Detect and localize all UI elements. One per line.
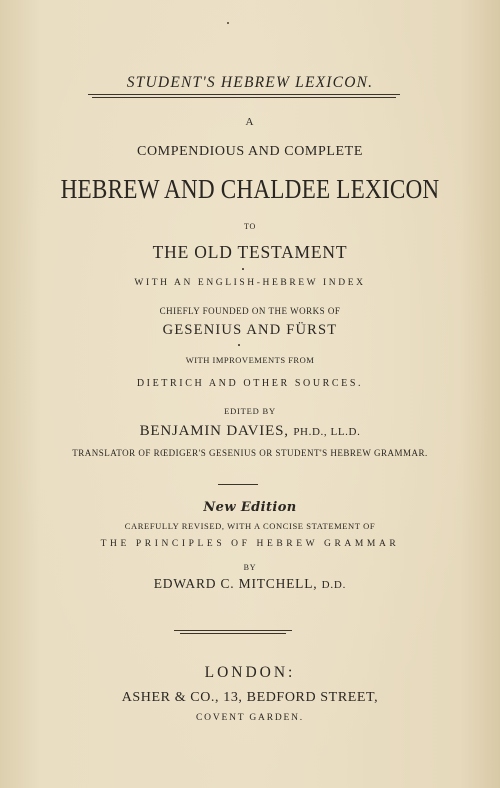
divider-rule <box>218 484 258 485</box>
subtitle-line: COMPENDIOUS AND COMPLETE <box>137 144 363 159</box>
chiefly-line: CHIEFLY FOUNDED ON THE WORKS OF <box>159 306 341 316</box>
imprint-district: COVENT GARDEN. <box>196 713 304 723</box>
reviser-degrees: D.D. <box>321 579 347 591</box>
editor-degrees: PH.D., LL.D. <box>293 426 361 438</box>
translator-line: TRANSLATOR OF RŒDIGER'S GESENIUS OR STUDENT'S HEBREW GRAMMAR. <box>72 448 428 458</box>
imprint-rule <box>180 633 286 634</box>
ink-speck <box>227 22 229 24</box>
ink-speck <box>242 268 244 270</box>
new-edition-line: New Edition <box>203 500 297 515</box>
series-title-rule <box>88 94 400 95</box>
imprint-publisher: ASHER & CO., 13, BEDFORD STREET, <box>121 690 379 705</box>
editor-name: BENJAMIN DAVIES, <box>139 423 289 439</box>
revised-line: CAREFULLY REVISED, WITH A CONCISE STATEMENT OF <box>124 521 376 531</box>
series-title: STUDENT'S HEBREW LEXICON. <box>126 74 374 91</box>
by-line: BY <box>243 563 257 572</box>
main-title: HEBREW AND CHALDEE LEXICON <box>60 174 440 204</box>
principles-line: THE PRINCIPLES OF HEBREW GRAMMAR <box>100 539 400 549</box>
other-sources-line: DIETRICH AND OTHER SOURCES. <box>136 378 364 389</box>
imprint-rule <box>174 630 292 631</box>
imprint-city: LONDON: <box>204 664 296 681</box>
to-line: TO <box>243 222 257 231</box>
reviser-name: EDWARD C. MITCHELL, <box>153 576 318 591</box>
old-testament-line: THE OLD TESTAMENT <box>152 242 348 262</box>
edited-by-line: EDITED BY <box>224 406 276 416</box>
improvements-line: WITH IMPROVEMENTS FROM <box>185 355 315 365</box>
index-line: WITH AN ENGLISH-HEBREW INDEX <box>134 278 366 288</box>
ink-speck <box>238 344 240 346</box>
series-title-rule <box>92 97 396 98</box>
article-line: A <box>245 116 255 128</box>
reviser-line <box>0 576 500 592</box>
sources-names-line: GESENIUS AND FÜRST <box>162 322 338 338</box>
editor-line <box>0 423 500 440</box>
